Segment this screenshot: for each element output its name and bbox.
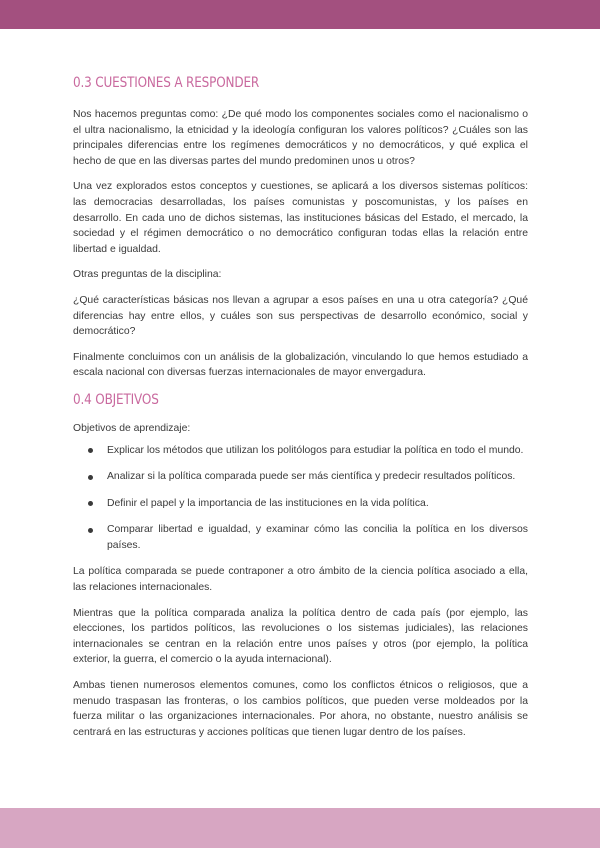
list-item-text: Definir el papel y la importancia de las instituciones en la vida política. [107,497,429,509]
list-item [73,469,528,485]
objectives-list [73,443,528,554]
section-heading-cuestiones: 0.3 CUESTIONES A RESPONDER [73,75,260,91]
bullet-icon [88,501,93,506]
list-item [73,522,528,553]
paragraph: La política comparada se puede contraponer a otro ámbito de la ciencia política asociado a ella, las relaciones internacionales. [73,566,528,594]
page-content [73,74,528,750]
paragraph: Nos hacemos preguntas como: ¿De qué modo los componentes sociales como el nacionalismo o el ultra nacionalismo, la etnicidad y la ideología configuran los valores políticos? ¿Cuáles son las principales diferencias entre los regímenes democráticos y no democráticos, y qué explica el hecho de que en las diversas partes del mundo predominen unos u otros? [73,109,528,167]
paragraph: Otras preguntas de la disciplina: [73,269,222,281]
list-item-text: Analizar si la política comparada puede ser más científica y predecir resultados políticos. [107,471,516,483]
header-band [0,0,600,29]
paragraph: ¿Qué características básicas nos llevan a agrupar a esos países en una u otra categoría? ¿Qué diferencias hay entre ellos, y cuáles son sus perspectivas de desarrollo económico, social y democrático? [73,294,528,338]
list-item-text: Comparar libertad e igualdad, y examinar cómo las concilia la política en los diversos países. [107,524,528,551]
list-item [73,496,528,512]
paragraph: Mientras que la política comparada analiza la política dentro de cada país (por ejemplo, las elecciones, los partidos políticos, las revoluciones o los sistemas judiciales), las relaciones internacionales se centran en la relación entre unos países y otros (por ejemplo, la política exterior, la guerra, el comercio o la ayuda internacional). [73,607,528,666]
paragraph: Finalmente concluimos con un análisis de la globalización, vinculando lo que hemos estudiado a escala nacional con diversas fuerzas internacionales de mayor envergadura. [73,351,528,379]
footer-band [0,808,600,848]
objectives-intro: Objetivos de aprendizaje: [73,422,191,434]
list-item-text: Explicar los métodos que utilizan los politólogos para estudiar la política en todo el mundo. [107,444,524,456]
bullet-icon [88,528,93,533]
paragraph: Una vez explorados estos conceptos y cuestiones, se aplicará a los diversos sistemas políticos: las democracias desarrolladas, los países comunistas y poscomunistas, y los países en desarrollo. En cada uno de dichos sistemas, las instituciones básicas del Estado, el mercado, la sociedad y el régimen democrático o no democrático configuran todas ellas la relación entre libertad e igualdad. [73,181,528,255]
bullet-icon [88,475,93,480]
list-item [73,443,528,459]
paragraph: Ambas tienen numerosos elementos comunes, como los conflictos étnicos o religiosos, que a menudo traspasan las fronteras, o los cambios políticos, que pueden verse moldeados por la fuerza militar o las organizaciones internacionales. Por ahora, no obstante, nuestro análisis se centrará en las estructuras y acciones políticas que tienen lugar dentro de los países. [73,680,528,738]
section-heading-objetivos: 0.4 OBJETIVOS [73,391,159,408]
bullet-icon [88,448,93,453]
